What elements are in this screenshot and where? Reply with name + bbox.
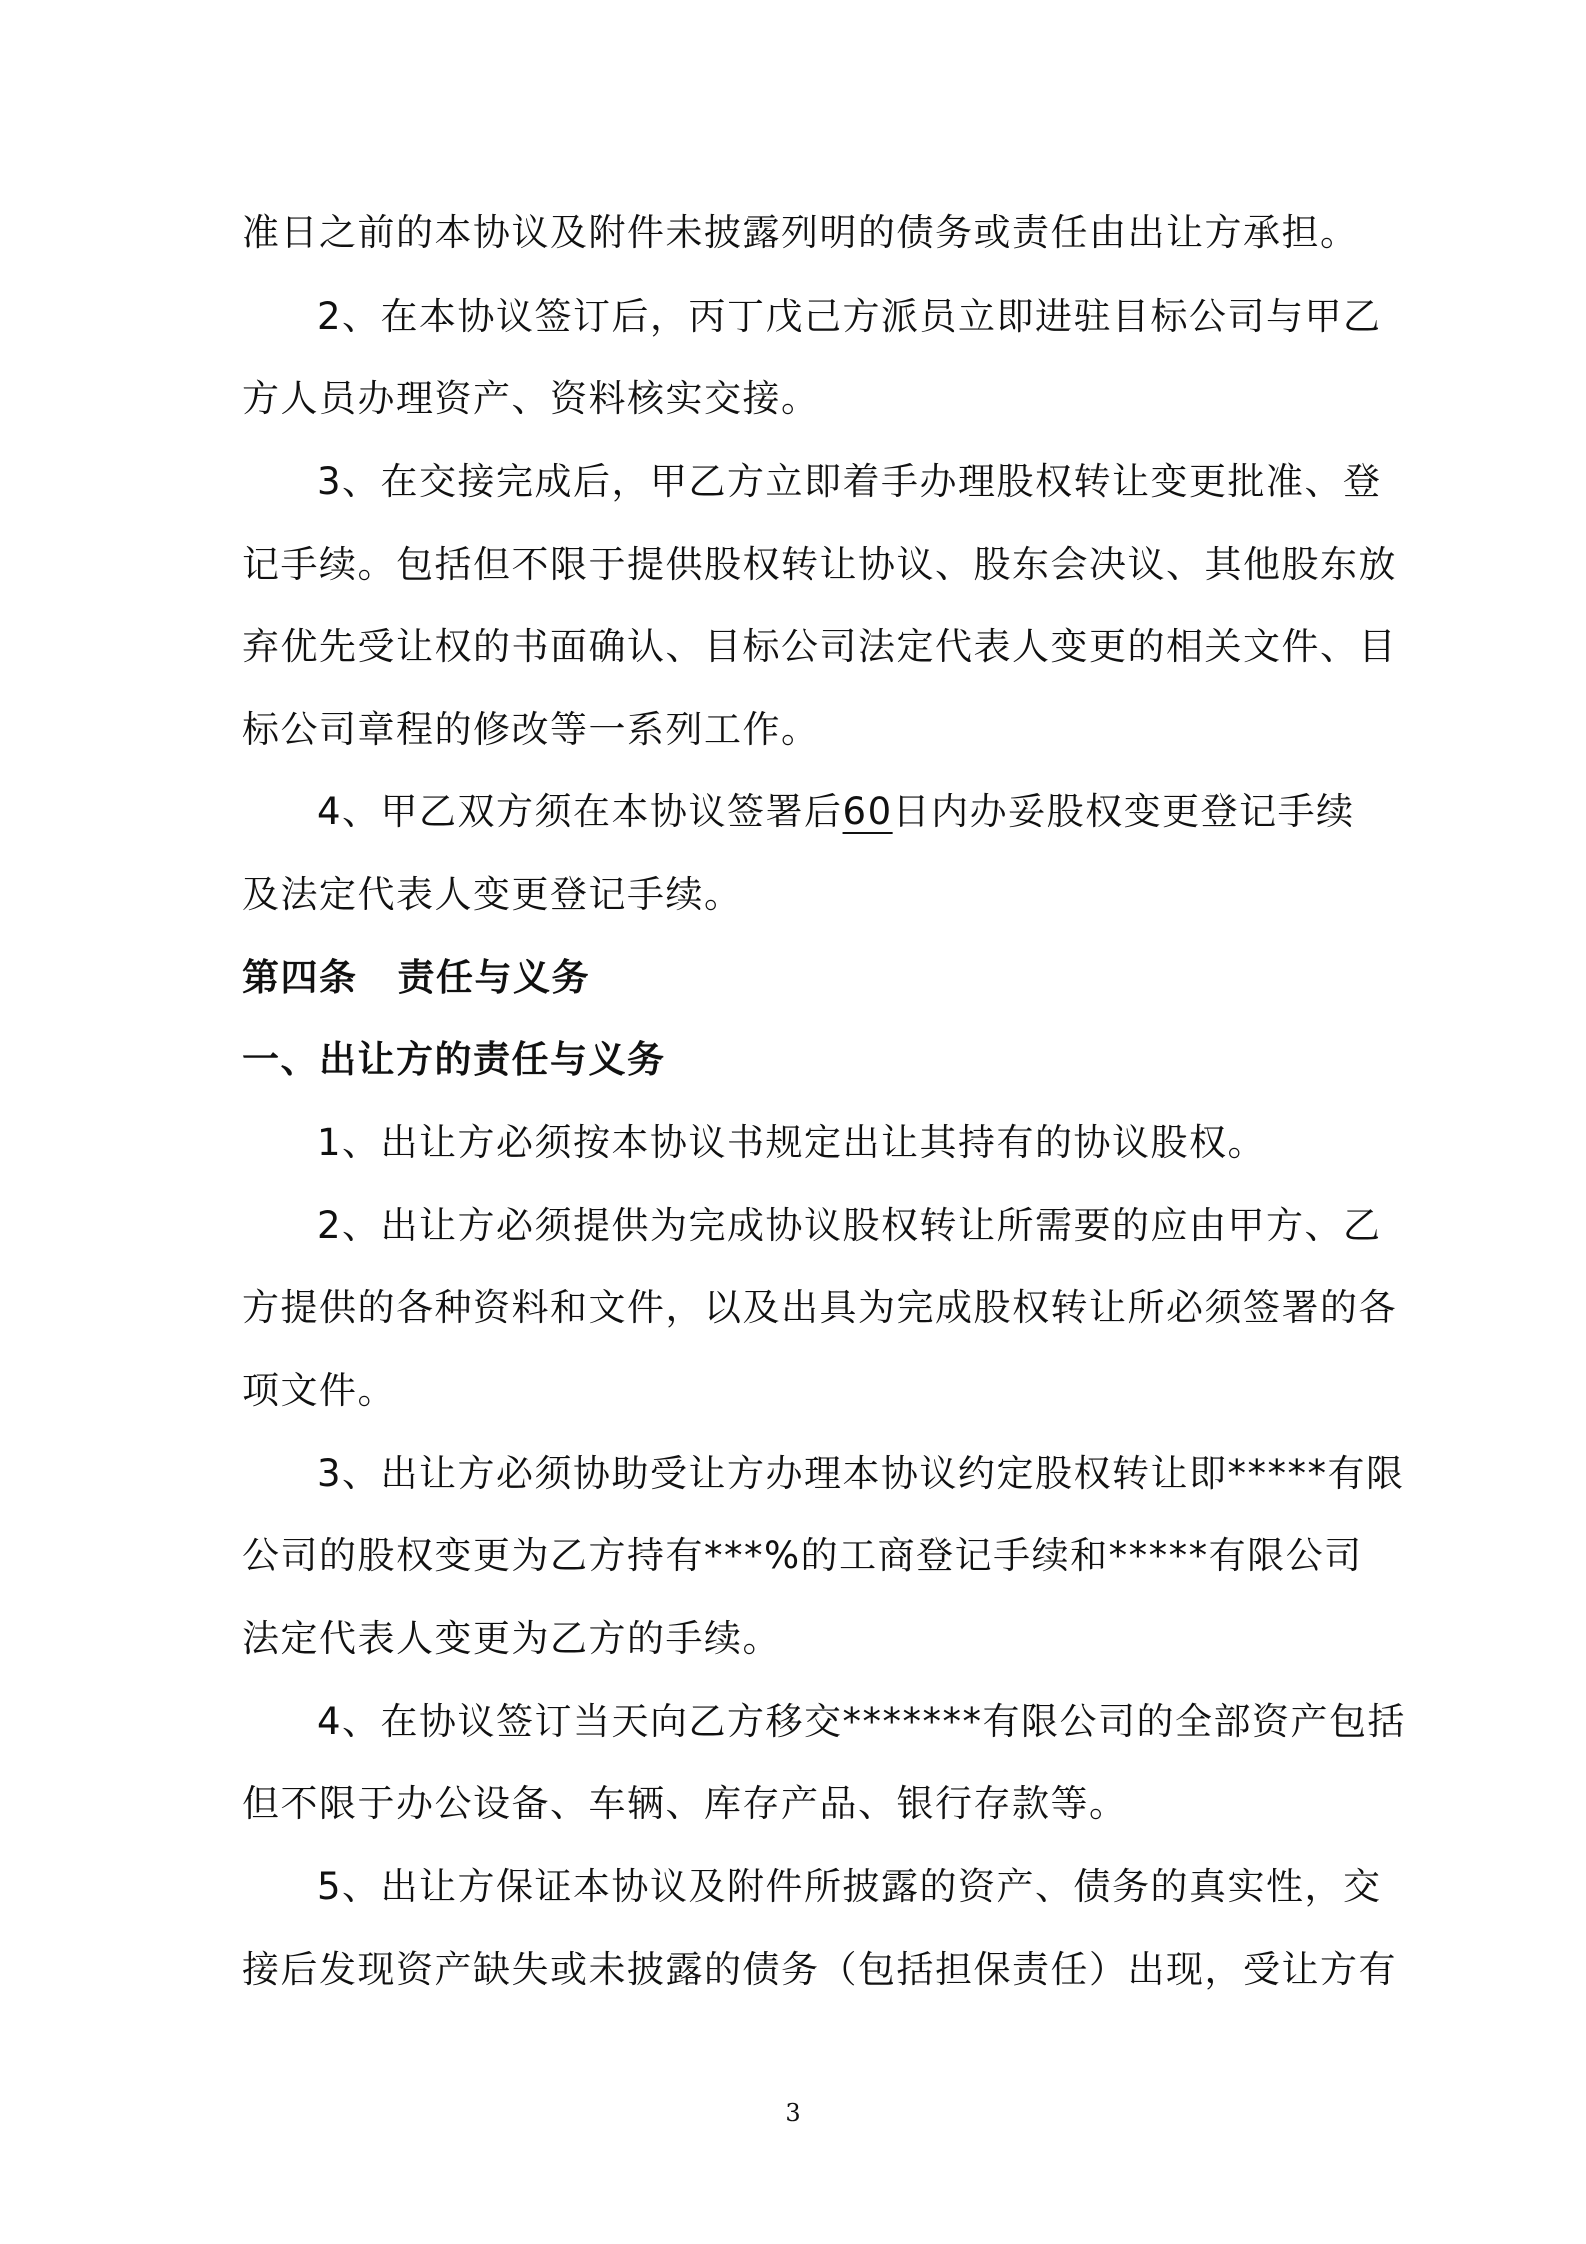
page-number: 3: [785, 2099, 801, 2127]
text-segment: 4、甲乙双方须在本协议签署后: [317, 790, 843, 833]
paragraph-line: 准日之前的本协议及附件未披露列明的债务或责任由出让方承担。: [242, 211, 1359, 254]
paragraph-line: 公司的股权变更为乙方持有***%的工商登记手续和*****有限公司: [242, 1534, 1363, 1577]
text-segment: 日内办妥股权变更登记手续: [892, 790, 1355, 833]
paragraph-line: [317, 787, 1355, 837]
section-heading: 一、出让方的责任与义务: [242, 1038, 666, 1081]
paragraph-line: 记手续。包括但不限于提供股权转让协议、股东会决议、其他股东放: [242, 543, 1397, 586]
article-number: 第四条: [242, 956, 358, 999]
paragraph-line: 弃优先受让权的书面确认、目标公司法定代表人变更的相关文件、目: [242, 625, 1397, 668]
paragraph-line: 4、在协议签订当天向乙方移交*******有限公司的全部资产包括: [317, 1700, 1407, 1743]
paragraph-line: 及法定代表人变更登记手续。: [242, 873, 743, 916]
paragraph-line: 5、出让方保证本协议及附件所披露的资产、债务的真实性，交: [317, 1865, 1382, 1908]
deadline-days-field: 60: [842, 790, 893, 833]
paragraph-line: 法定代表人变更为乙方的手续。: [242, 1617, 781, 1660]
paragraph-line: 标公司章程的修改等一系列工作。: [242, 708, 820, 751]
paragraph-line: 3、在交接完成后，甲乙方立即着手办理股权转让变更批准、登: [317, 460, 1382, 503]
paragraph-line: 但不限于办公设备、车辆、库存产品、银行存款等。: [242, 1782, 1128, 1825]
paragraph-line: 方提供的各种资料和文件，以及出具为完成股权转让所必须签署的各: [242, 1286, 1397, 1329]
paragraph-line: 项文件。: [242, 1369, 396, 1412]
paragraph-line: 3、出让方必须协助受让方办理本协议约定股权转让即*****有限: [317, 1452, 1405, 1495]
paragraph-line: 1、出让方必须按本协议书规定出让其持有的协议股权。: [317, 1121, 1267, 1164]
article-title: 责任与义务: [397, 956, 590, 999]
paragraph-line: 2、在本协议签订后，丙丁戊己方派员立即进驻目标公司与甲乙: [317, 295, 1382, 338]
article-heading: [242, 953, 590, 1003]
paragraph-line: 接后发现资产缺失或未披露的债务（包括担保责任）出现，受让方有: [242, 1948, 1397, 1991]
paragraph-line: 2、出让方必须提供为完成协议股权转让所需要的应由甲方、乙: [317, 1204, 1382, 1247]
paragraph-line: 方人员办理资产、资料核实交接。: [242, 377, 820, 420]
